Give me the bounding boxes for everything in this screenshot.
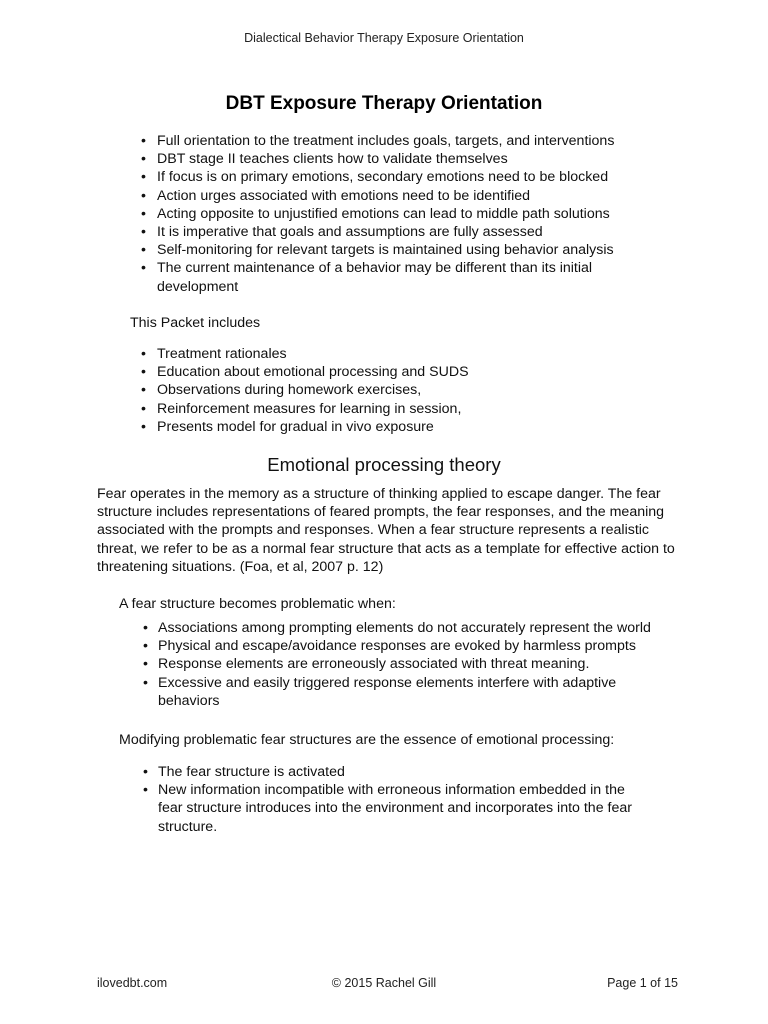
list-item: • Reinforcement measures for learning in session, (139, 400, 659, 418)
list-item: • Self-monitoring for relevant targets is maintained using behavior analysis (139, 241, 659, 259)
section-heading: Emotional processing theory (267, 454, 501, 475)
list-item: • New information incompatible with erroneous information embedded in the fear structure introduces into the environment and incorporates into the fear structure. (141, 781, 651, 836)
packet-label: This Packet includes (130, 315, 261, 331)
problematic-list (141, 619, 681, 710)
modify-label: Modifying problematic fear structures are the essence of emotional processing: (119, 732, 615, 748)
footer-website: ilovedbt.com (97, 976, 168, 990)
modify-list (141, 763, 651, 836)
list-item: • Acting opposite to unjustified emotions can lead to middle path solutions (139, 205, 659, 223)
body-paragraph: Fear operates in the memory as a structure of thinking applied to escape danger. The fear structure includes representations of feared prompts, the fear responses, and the meaning associated with the prompts and responses. When a fear structure represents a realistic threat, we refer to be as a normal fear structure that acts as a template for effective action to threatening situations. (Foa, et al, 2007 p. 12) (97, 486, 675, 575)
packet-list (139, 345, 659, 436)
list-item: • Observations during homework exercises, (139, 381, 659, 399)
list-item: • Full orientation to the treatment includes goals, targets, and interventions (139, 132, 659, 150)
list-item: • Response elements are erroneously associated with threat meaning. (141, 655, 681, 673)
list-item: • Physical and escape/avoidance responses are evoked by harmless prompts (141, 637, 681, 655)
page-header: Dialectical Behavior Therapy Exposure Orientation (244, 31, 524, 45)
list-item: • Treatment rationales (139, 345, 659, 363)
list-item: • The current maintenance of a behavior may be different than its initial development (139, 259, 659, 295)
list-item: • It is imperative that goals and assumptions are fully assessed (139, 223, 659, 241)
footer-copyright: © 2015 Rachel Gill (331, 976, 437, 990)
footer-page-number: Page 1 of 15 (607, 976, 678, 990)
orientation-list (139, 132, 659, 296)
problematic-label: A fear structure becomes problematic when: (119, 596, 396, 612)
list-item: • Education about emotional processing and SUDS (139, 363, 659, 381)
page-title: DBT Exposure Therapy Orientation (225, 93, 543, 114)
list-item: • Presents model for gradual in vivo exposure (139, 418, 659, 436)
list-item: • The fear structure is activated (141, 763, 651, 781)
list-item: • DBT stage II teaches clients how to validate themselves (139, 150, 659, 168)
list-item: • If focus is on primary emotions, secondary emotions need to be blocked (139, 168, 659, 186)
list-item: • Action urges associated with emotions need to be identified (139, 187, 659, 205)
list-item: • Excessive and easily triggered response elements interfere with adaptive behaviors (141, 674, 681, 710)
list-item: • Associations among prompting elements do not accurately represent the world (141, 619, 681, 637)
